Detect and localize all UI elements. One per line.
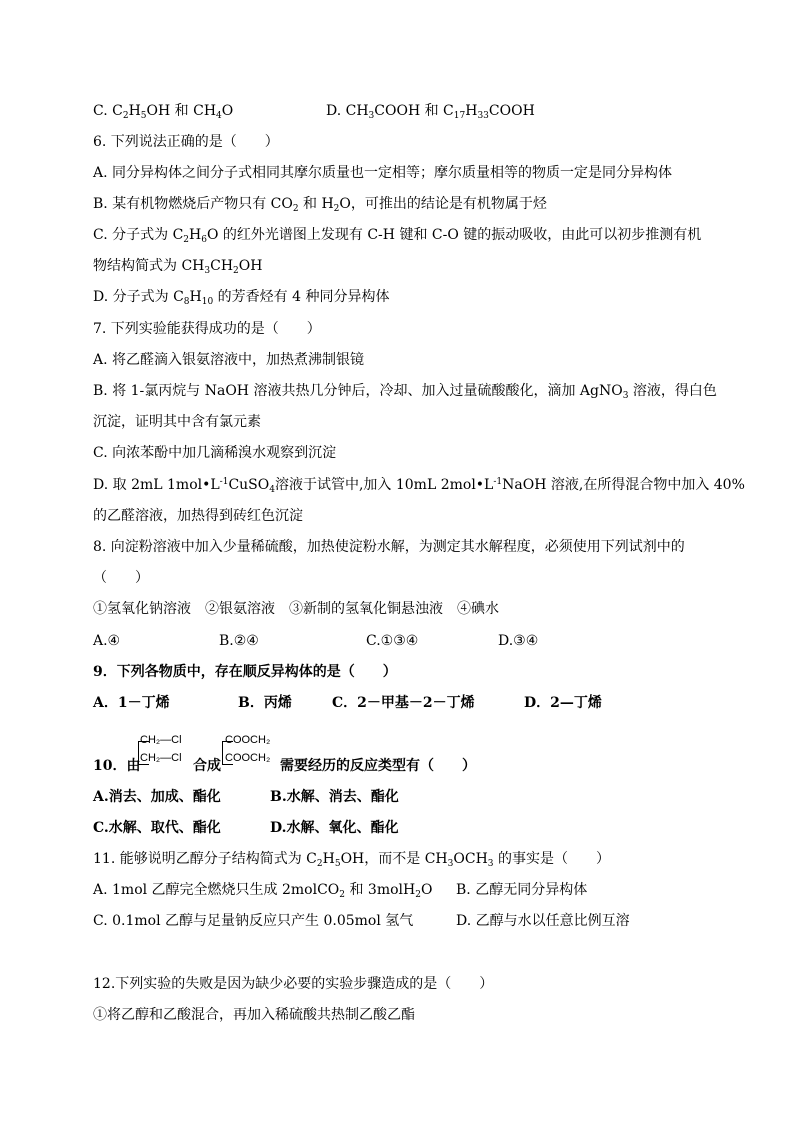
q7-option-d-cont: 的乙醛溶液，加热得到砖红色沉淀 [93, 508, 303, 524]
q7-option-b-cont: 沉淀，证明其中含有氯元素 [93, 414, 261, 430]
formula-ester-top: COOCH₂ [225, 734, 271, 746]
q9-option-c: C．2－甲基－2－丁烯 [332, 695, 475, 711]
q8-option-a: A.④ [93, 633, 121, 649]
q8-reagents: ①氢氧化钠溶液 ②银氨溶液 ③新制的氢氧化铜悬浊液 ④碘水 [93, 601, 499, 617]
q10-option-b: B.水解、消去、酯化 [270, 789, 399, 805]
q8-option-b: B.②④ [219, 633, 259, 649]
q9-option-a: A．1－丁烯 [93, 695, 170, 711]
formula-ester-bottom: COOCH₂ [225, 752, 271, 764]
q6-option-d: D. 分子式为 $C_8H_{10}$ 的芳香烃有 4 种同分异构体 [93, 289, 390, 307]
q8-option-d: D.③④ [498, 633, 539, 649]
q10-option-d: D.水解、氧化、酯化 [270, 820, 399, 836]
q9-option-b: B．丙烯 [238, 695, 292, 711]
q7-option-c: C. 向浓苯酚中加几滴稀溴水观察到沉淀 [93, 445, 337, 461]
q8-option-c: C.①③④ [366, 633, 419, 649]
q6-option-a: A. 同分异构体之间分子式相同其摩尔质量也一定相等；摩尔质量相等的物质一定是同分异构体 [93, 165, 673, 181]
q7-option-a: A. 将乙醛滴入银氨溶液中，加热煮沸制银镜 [93, 352, 365, 368]
q12-item-1: ①将乙醇和乙酸混合，再加入稀硫酸共热制乙酸乙酯 [93, 1007, 415, 1023]
q6-option-c: C. 分子式为 $C_2H_6O$ 的红外光谱图上发现有 C-H 键和 C-O 键的振动吸收，由此可以初步推测有机 [93, 227, 702, 245]
q11-option-a: A. 1mol 乙醇完全燃烧只生成 2molCO$_2$ 和 3molH$_2$O [93, 882, 433, 900]
q11-stem: 11. 能够说明乙醇分子结构简式为 $C_2H_5OH$，而不是 $CH_3OCH_3$ 的事实是（ ） [93, 851, 610, 869]
q7-option-d: D. 取 2mL $1mol•L^{-1}CuSO_4$溶液于试管中,加入 10mL $2mol•L^{-1}NaOH$ 溶液,在所得混合物中加入 40% [93, 477, 745, 495]
q7-stem: 7. 下列实验能获得成功的是（ ） [93, 321, 321, 337]
formula-dichloroethane-bottom: CH₂—Cl [140, 752, 182, 764]
q10-option-a: A.消去、加成、酯化 [93, 789, 221, 805]
q6-option-b: B. 某有机物燃烧后产物只有 $CO_2$ 和 $H_2O$，可推出的结论是有机物属于烃 [93, 196, 547, 214]
q5-option-c: C. $C_2H_5OH$ 和 $CH_4O$ [93, 103, 234, 121]
q10-stem-prefix: 10．由 [93, 758, 141, 774]
q9-stem: 9．下列各物质中，存在顺反异构体的是（ ） [93, 664, 397, 680]
formula-dichloroethane-top: CH₂—Cl [140, 734, 182, 746]
q9-option-d: D．2—丁烯 [524, 695, 602, 711]
q6-option-c-cont: 物结构简式为 $CH_3CH_2OH$ [93, 258, 263, 276]
q10-stem-end: 需要经历的反应类型有（ ） [280, 758, 476, 774]
q11-option-b: B. 乙醇无同分异构体 [456, 882, 588, 898]
q8-stem-cont: （ ） [93, 570, 149, 586]
q10-option-c: C.水解、取代、酯化 [93, 820, 221, 836]
q12-stem: 12.下列实验的失败是因为缺少必要的实验步骤造成的是（ ） [93, 976, 494, 992]
q5-option-d: D. $CH_3COOH$ 和 $C_{17}H_{33}COOH$ [326, 103, 535, 121]
q7-option-b: B. 将 1-氯丙烷与 NaOH 溶液共热几分钟后，冷却、加入过量硫酸酸化，滴加 AgNO$_3$ 溶液，得白色 [93, 383, 717, 401]
q11-option-d: D. 乙醇与水以任意比例互溶 [456, 913, 630, 929]
q11-option-c: C. 0.1mol 乙醇与足量钠反应只产生 0.05mol 氢气 [93, 913, 414, 929]
q6-stem: 6. 下列说法正确的是（ ） [93, 134, 279, 150]
q8-stem: 8. 向淀粉溶液中加入少量稀硫酸，加热使淀粉水解，为测定其水解程度，必须使用下列试剂中的 [93, 539, 685, 555]
q10-stem-mid: 合成 [193, 758, 221, 774]
